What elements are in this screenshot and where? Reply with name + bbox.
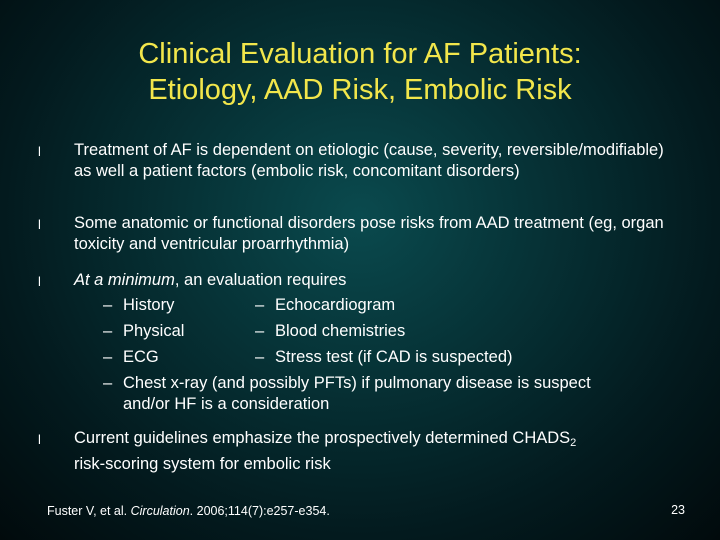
dash-icon: – <box>103 374 113 392</box>
sub-item-blood-chemistries: – Blood chemistries <box>255 322 406 340</box>
bullet-dot-icon: l <box>38 217 41 232</box>
bullet-2 <box>38 213 678 255</box>
sub-item-stress-test: – Stress test (if CAD is suspected) <box>255 348 513 366</box>
bullet-dot-icon: l <box>38 432 41 447</box>
bullet-3-text <box>74 270 678 291</box>
citation: Fuster V, et al. Circulation. 2006;114(7):e257-e354. <box>47 504 330 518</box>
title-line-1: Clinical Evaluation for AF Patients: <box>138 38 582 70</box>
chest-xray-line-1: Chest x-ray (and possibly PFTs) if pulmonary disease is suspect <box>123 374 591 392</box>
sub-item-chest-xray <box>103 373 663 415</box>
sub-item-physical: – Physical <box>103 322 185 340</box>
chads-subscript: 2 <box>570 437 577 449</box>
sub-item-history: – History <box>103 296 175 314</box>
bullet-1 <box>38 140 678 182</box>
bullet-3-italic: At a minimum <box>74 271 175 289</box>
bullet-1-text: Treatment of AF is dependent on etiologic (cause, severity, reversible/modifiable) as well a patient factors (embolic risk, concomitant disorders) <box>74 141 664 180</box>
dash-icon: – <box>103 348 113 366</box>
dash-icon: – <box>103 296 113 314</box>
dash-icon: – <box>255 348 265 366</box>
bullet-dot-icon: l <box>38 274 41 289</box>
dash-icon: – <box>103 322 113 340</box>
sub-item-echocardiogram: – Echocardiogram <box>255 296 396 314</box>
slide-title <box>0 36 720 108</box>
dash-icon: – <box>255 322 265 340</box>
bullet-3 <box>38 270 678 291</box>
chest-xray-line-2: and/or HF is a consideration <box>123 395 330 413</box>
journal-name: Circulation <box>130 504 190 518</box>
sub-item-ecg: – ECG <box>103 348 159 366</box>
bullet-2-text: Some anatomic or functional disorders pose risks from AAD treatment (eg, organ toxicity and ventricular proarrhythmia) <box>74 214 664 253</box>
bullet-dot-icon: l <box>38 144 41 159</box>
bullet-3-rest: , an evaluation requires <box>174 271 347 289</box>
bullet-4 <box>38 428 678 475</box>
title-line-2: Etiology, AAD Risk, Embolic Risk <box>148 74 572 106</box>
page-number: 23 <box>671 503 685 517</box>
dash-icon: – <box>255 296 265 314</box>
bullet-4-text: Current guidelines emphasize the prospectively determined $CHADS_2$ risk-scoring system for embolic risk <box>74 429 577 473</box>
